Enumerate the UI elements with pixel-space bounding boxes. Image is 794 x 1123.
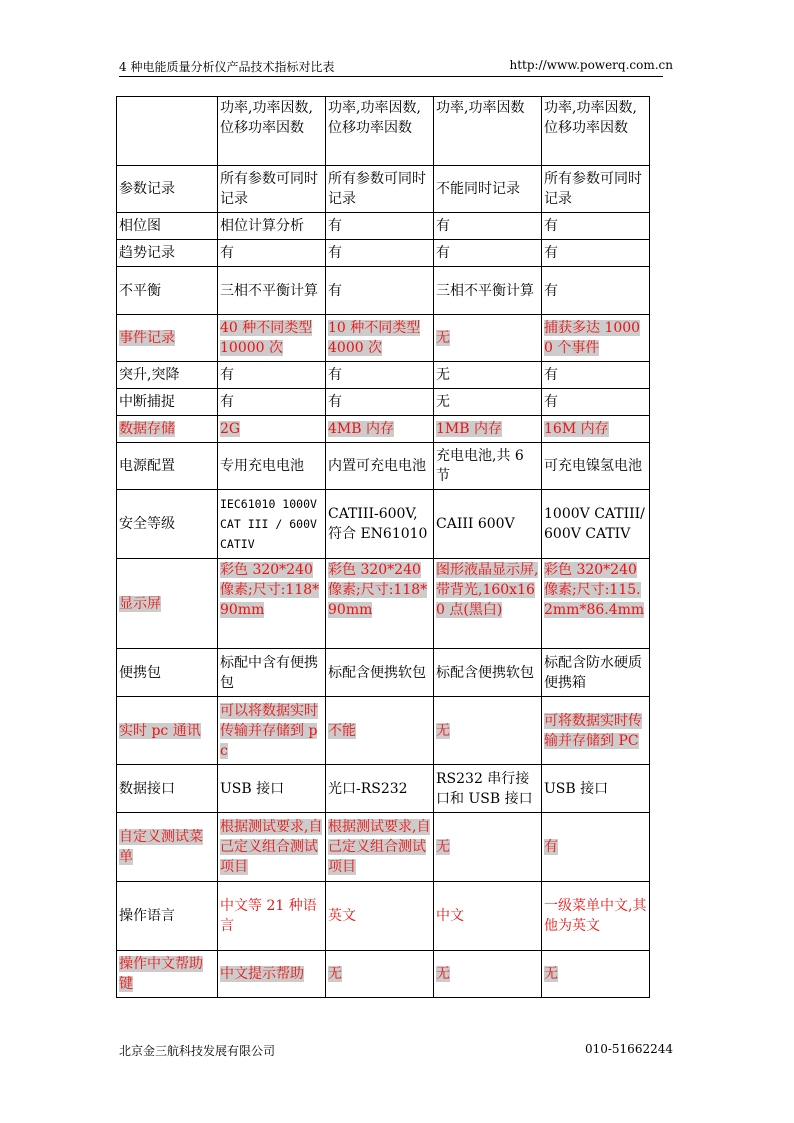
table-row bbox=[117, 97, 650, 166]
table-row bbox=[117, 389, 650, 416]
table-cell bbox=[326, 559, 434, 649]
table-cell: 标配中含有便携包 bbox=[218, 649, 326, 697]
table-cell: 无 bbox=[434, 389, 542, 416]
table-cell: 中文等 21 种语言 bbox=[218, 882, 326, 951]
table-cell: USB 接口 bbox=[218, 765, 326, 813]
row-label: 数据接口 bbox=[117, 765, 218, 813]
table-cell bbox=[218, 697, 326, 765]
table-row bbox=[117, 649, 650, 697]
row-label: 电源配置 bbox=[117, 443, 218, 490]
table-cell bbox=[326, 416, 434, 443]
table-cell bbox=[218, 951, 326, 998]
row-label bbox=[117, 97, 218, 166]
table-row bbox=[117, 362, 650, 389]
row-label: 相位图 bbox=[117, 213, 218, 240]
table-cell: 三相不平衡计算 bbox=[434, 267, 542, 315]
table-cell: 1000V CATIII/600V CATIV bbox=[542, 490, 650, 559]
table-cell: 标配含便携软包 bbox=[434, 649, 542, 697]
highlighted-text: 彩色 320*240 像素;尺寸:118*90mm bbox=[220, 562, 320, 618]
table-cell: 所有参数可同时记录 bbox=[542, 166, 650, 213]
table-cell bbox=[542, 951, 650, 998]
table-cell bbox=[218, 315, 326, 362]
table-cell: 内置可充电电池 bbox=[326, 443, 434, 490]
document-title: 4 种电能质量分析仪产品技术指标对比表 bbox=[119, 60, 335, 74]
row-label: 安全等级 bbox=[117, 490, 218, 559]
website-url[interactable]: http://www.powerq.com.cn bbox=[509, 58, 673, 72]
table-cell bbox=[434, 416, 542, 443]
table-row bbox=[117, 240, 650, 267]
highlighted-text: 捕获多达 10000 个事件 bbox=[544, 320, 641, 356]
highlighted-text: 可将数据实时传输并存储到 PC bbox=[544, 712, 642, 749]
phone-number: 010-51662244 bbox=[584, 1042, 673, 1056]
table-cell: 有 bbox=[542, 213, 650, 240]
table-cell bbox=[434, 559, 542, 649]
row-label bbox=[117, 559, 218, 649]
highlighted-text: 中文提示帮助 bbox=[220, 966, 304, 982]
table-row bbox=[117, 443, 650, 490]
table-cell: 有 bbox=[218, 389, 326, 416]
row-label bbox=[117, 813, 218, 882]
row-label bbox=[117, 315, 218, 362]
table-cell: 有 bbox=[326, 267, 434, 315]
table-cell: 所有参数可同时记录 bbox=[218, 166, 326, 213]
highlighted-text: 可以将数据实时传输并存储到 pc bbox=[220, 702, 318, 759]
table-cell: 充电电池,共 6 节 bbox=[434, 443, 542, 490]
table-cell: 标配含便携软包 bbox=[326, 649, 434, 697]
table-cell: 有 bbox=[542, 240, 650, 267]
table-cell bbox=[218, 416, 326, 443]
table-cell: 中文 bbox=[434, 882, 542, 951]
table-cell: CATIII-600V,符合 EN61010 bbox=[326, 490, 434, 559]
table-cell: 有 bbox=[326, 240, 434, 267]
highlighted-text: 操作中文帮助键 bbox=[119, 956, 203, 992]
row-label: 参数记录 bbox=[117, 166, 218, 213]
table-row bbox=[117, 765, 650, 813]
highlighted-text: 不能 bbox=[328, 722, 356, 739]
company-name: 北京金三航科技发展有限公司 bbox=[119, 1044, 276, 1058]
table-cell bbox=[542, 559, 650, 649]
table-cell: 光口-RS232 bbox=[326, 765, 434, 813]
table-cell: 有 bbox=[326, 362, 434, 389]
row-label: 趋势记录 bbox=[117, 240, 218, 267]
table-cell bbox=[326, 813, 434, 882]
highlighted-text: 实时 pc 通讯 bbox=[119, 722, 201, 739]
table-cell: 三相不平衡计算 bbox=[218, 267, 326, 315]
table-cell bbox=[326, 951, 434, 998]
table-cell: 可充电镍氢电池 bbox=[542, 443, 650, 490]
highlighted-text: 图形液晶显示屏,带背光,160x160 点(黑白) bbox=[436, 562, 539, 618]
highlighted-text: 根据测试要求,自己定义组合测试项目 bbox=[328, 819, 431, 875]
highlighted-text: 16M 内存 bbox=[544, 421, 609, 437]
table-cell: RS232 串行接口和 USB 接口 bbox=[434, 765, 542, 813]
highlighted-text: 2G bbox=[220, 421, 241, 437]
row-label: 操作语言 bbox=[117, 882, 218, 951]
table-cell: 有 bbox=[542, 362, 650, 389]
highlighted-text: 自定义测试菜单 bbox=[119, 829, 203, 865]
table-row bbox=[117, 559, 650, 649]
page-header bbox=[119, 56, 673, 77]
table-cell: 功率,功率因数,位移功率因数 bbox=[326, 97, 434, 166]
table-cell: 有 bbox=[326, 213, 434, 240]
highlighted-text: 根据测试要求,自己定义组合测试项目 bbox=[220, 819, 323, 875]
table-row bbox=[117, 490, 650, 559]
row-label: 不平衡 bbox=[117, 267, 218, 315]
table-cell: 有 bbox=[218, 362, 326, 389]
table-cell bbox=[326, 315, 434, 362]
table-row bbox=[117, 882, 650, 951]
highlighted-text: 无 bbox=[436, 839, 450, 855]
table-cell: 功率,功率因数, 位移功率因数 bbox=[542, 97, 650, 166]
table-cell: 标配含防水硬质便携箱 bbox=[542, 649, 650, 697]
page-footer bbox=[119, 1040, 673, 1060]
table-cell: 有 bbox=[434, 240, 542, 267]
row-label: 突升,突降 bbox=[117, 362, 218, 389]
table-cell: CAIII 600V bbox=[434, 490, 542, 559]
highlighted-text: 无 bbox=[328, 966, 342, 982]
table-cell: 专用充电电池 bbox=[218, 443, 326, 490]
table-cell: 功率,功率因数 bbox=[434, 97, 542, 166]
table-cell bbox=[434, 697, 542, 765]
table-row bbox=[117, 213, 650, 240]
table-cell: 有 bbox=[434, 213, 542, 240]
table-cell bbox=[326, 697, 434, 765]
table-cell bbox=[434, 315, 542, 362]
table-cell bbox=[542, 697, 650, 765]
highlighted-text: 40 种不同类型 10000 次 bbox=[220, 320, 313, 356]
table-row bbox=[117, 416, 650, 443]
highlighted-text: 彩色 320*240 像素;尺寸:118*90mm bbox=[328, 562, 428, 618]
table-cell: 相位计算分析 bbox=[218, 213, 326, 240]
highlighted-text: 无 bbox=[436, 966, 450, 982]
table-cell: 有 bbox=[326, 389, 434, 416]
table-cell bbox=[218, 813, 326, 882]
table-cell: 无 bbox=[434, 362, 542, 389]
row-label bbox=[117, 416, 218, 443]
table-row bbox=[117, 315, 650, 362]
highlighted-text: 无 bbox=[436, 722, 450, 739]
table-row bbox=[117, 813, 650, 882]
table-cell: IEC61010 1000V CAT III / 600V CATIV bbox=[218, 490, 326, 559]
table-cell: USB 接口 bbox=[542, 765, 650, 813]
highlighted-text: 1MB 内存 bbox=[436, 421, 502, 437]
table-cell: 有 bbox=[542, 389, 650, 416]
table-cell bbox=[434, 951, 542, 998]
highlighted-text: 4MB 内存 bbox=[328, 421, 394, 437]
table-cell: 有 bbox=[542, 267, 650, 315]
table-cell bbox=[218, 559, 326, 649]
table-row bbox=[117, 951, 650, 998]
table-row bbox=[117, 166, 650, 213]
row-label: 中断捕捉 bbox=[117, 389, 218, 416]
table-row bbox=[117, 697, 650, 765]
row-label bbox=[117, 951, 218, 998]
highlighted-text: 无 bbox=[544, 966, 558, 982]
table-cell bbox=[434, 813, 542, 882]
table-cell: 不能同时记录 bbox=[434, 166, 542, 213]
table-cell: 功率,功率因数, 位移功率因数 bbox=[218, 97, 326, 166]
highlighted-text: 10 种不同类型 4000 次 bbox=[328, 320, 421, 356]
table-cell: 英文 bbox=[326, 882, 434, 951]
highlighted-text: 无 bbox=[436, 330, 450, 346]
highlighted-text: 数据存储 bbox=[119, 421, 175, 437]
table-row bbox=[117, 267, 650, 315]
highlighted-text: 事件记录 bbox=[119, 330, 175, 346]
table-cell bbox=[542, 315, 650, 362]
highlighted-text: 彩色 320*240 像素;尺寸:115.2mm*86.4mm bbox=[544, 562, 645, 618]
row-label bbox=[117, 697, 218, 765]
table-cell bbox=[542, 416, 650, 443]
table-cell: 所有参数可同时记录 bbox=[326, 166, 434, 213]
comparison-table bbox=[116, 96, 650, 998]
row-label: 便携包 bbox=[117, 649, 218, 697]
table-cell bbox=[542, 813, 650, 882]
highlighted-text: 显示屏 bbox=[119, 595, 161, 612]
table-cell: 一级菜单中文,其他为英文 bbox=[542, 882, 650, 951]
highlighted-text: 有 bbox=[544, 839, 558, 855]
table-cell: 有 bbox=[218, 240, 326, 267]
